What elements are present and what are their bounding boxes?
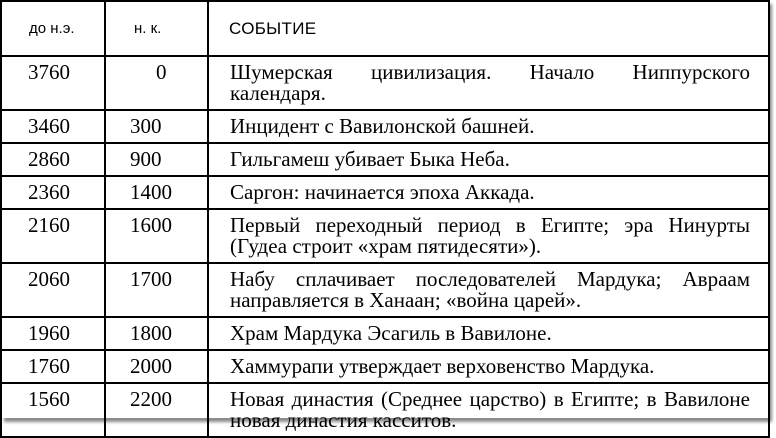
cell-nk: 2000: [105, 350, 208, 383]
cell-bc: 2860: [1, 143, 105, 176]
cell-bc: 2060: [1, 263, 105, 317]
cell-nk: 300: [105, 110, 208, 143]
cell-bc: 2360: [1, 176, 105, 209]
table-row: [1, 176, 769, 209]
cell-event: Набу сплачивает последователей Мардука; Авраам направляется в Ханаан; «война царей».: [208, 263, 769, 317]
cell-nk: 1400: [105, 176, 208, 209]
cell-bc: 1760: [1, 350, 105, 383]
header-nk: н. к.: [105, 1, 208, 56]
cell-nk: 1800: [105, 317, 208, 350]
cell-event: Шумерская цивилизация. Начало Ниппурского календаря.: [208, 56, 769, 110]
cell-event: Храм Мардука Эсагиль в Вавилоне.: [208, 317, 769, 350]
cell-bc: 1960: [1, 317, 105, 350]
cell-bc: 1560: [1, 383, 105, 437]
cell-nk: 1700: [105, 263, 208, 317]
cell-nk: 0: [105, 56, 208, 110]
table-row: [1, 209, 769, 263]
cell-nk: 900: [105, 143, 208, 176]
cell-event: Новая династия (Среднее царство) в Египте; в Вавилоне новая династия касситов.: [208, 383, 769, 437]
table-row: [1, 317, 769, 350]
header-row: [1, 1, 769, 56]
header-event: СОБЫТИЕ: [208, 1, 769, 56]
table-row: [1, 350, 769, 383]
cell-event: Хаммурапи утверждает верховенство Мардука.: [208, 350, 769, 383]
cell-event: Саргон: начинается эпоха Аккада.: [208, 176, 769, 209]
header-bc: до н.э.: [1, 1, 105, 56]
cell-event: Гильгамеш убивает Быка Неба.: [208, 143, 769, 176]
table-row: [1, 110, 769, 143]
table-row: [1, 56, 769, 110]
cell-bc: 2160: [1, 209, 105, 263]
cell-event: Первый переходный период в Египте; эра Нинурты (Гудеа строит «храм пятидесяти»).: [208, 209, 769, 263]
table-row: [1, 383, 769, 437]
cell-nk: 2200: [105, 383, 208, 437]
table-row: [1, 263, 769, 317]
cell-bc: 3460: [1, 110, 105, 143]
table-row: [1, 143, 769, 176]
cell-bc: 3760: [1, 56, 105, 110]
cell-nk: 1600: [105, 209, 208, 263]
cell-event: Инцидент с Вавилонской башней.: [208, 110, 769, 143]
